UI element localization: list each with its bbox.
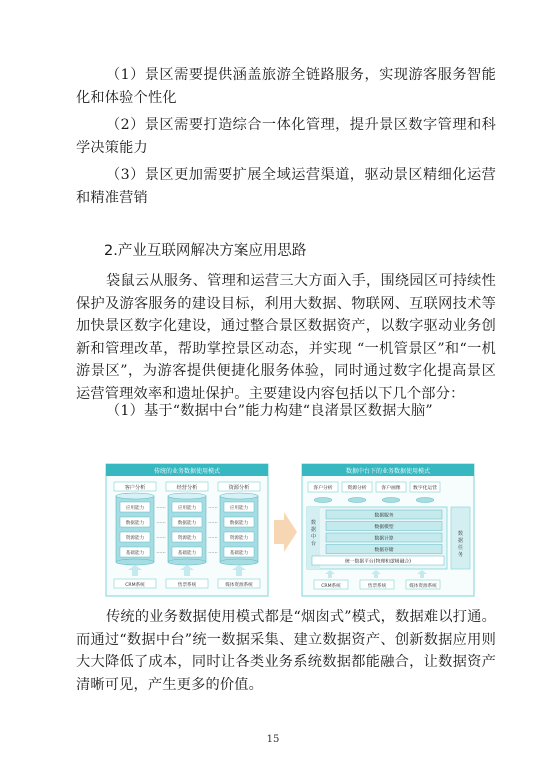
silo-layer-label: 应用能力 (125, 506, 145, 511)
middle-platform-model-title: 数据中台下的业务数据使用模式 (345, 468, 431, 475)
silo-header-label: 经营分析 (176, 485, 198, 491)
traditional-model-title: 传统的业务数据使用模式 (153, 468, 221, 475)
data-usage-model-diagram (104, 462, 476, 598)
silo-layer-label: 基础能力 (229, 551, 249, 556)
silo-layer-label: 数据能力 (177, 521, 197, 526)
silo-layer-label: 资源能力 (229, 536, 249, 541)
silo-layer-label: 数据能力 (125, 521, 145, 526)
silo-header-label: 资源分析 (228, 485, 250, 491)
app-scenario-label: 客户分析 (313, 486, 333, 491)
middle-platform-side-label: 数据中台 (310, 520, 317, 547)
body-paragraph: 袋鼠云从服务、管理和运营三大方面入手，围绕园区可持续性保护及游客服务的建设目标，利用大数据、物联网、互联网技术等加快景区数字化建设，通过整合景区数据资产，以数字驱动业务创新和管理改革，帮助掌控景区动态，并实现 “一机管景区”和“一机游景区”，为游客提供便捷化服务体验，同时通过数字化提高景区运营管理效率和遗址保护。主要建设内容包括以下几个部分： (76, 273, 496, 402)
app-cylinder-icon (416, 498, 434, 503)
sub-item-heading: （1）基于“数据中台”能力构建“良渚景区数据大脑” (106, 403, 433, 419)
silo-layer-label: 资源能力 (125, 536, 145, 541)
ellipsis-dots: ...... (208, 549, 218, 555)
source-system-label: CRM系统 (321, 584, 341, 589)
app-scenario-label: 客户画像 (381, 486, 401, 491)
ellipsis-dots: ...... (156, 504, 166, 510)
silo-layer-label: 基础能力 (125, 551, 145, 556)
source-system-label: 媒体资源系统 (225, 583, 253, 588)
closing-paragraph: 传统的业务数据使用模式都是“烟囱式”模式，数据难以打通。而通过“数据中台”统一数据采集、建立数据资产、创新数据应用则大大降低了成本，同时让各类业务系统数据都能融合，让数据资产清晰可见，产生更多的价值。 (76, 609, 496, 693)
silo-layer-label: 应用能力 (177, 506, 197, 511)
silo-layer-label: 应用能力 (229, 506, 249, 511)
silo-header-label: 客户分析 (124, 485, 146, 491)
ellipsis-dots: ...... (208, 534, 218, 540)
silo-layer-label: 基础能力 (177, 551, 197, 556)
platform-layer-label: 数据服务 (374, 513, 394, 519)
app-cylinder-icon (348, 498, 366, 503)
app-cylinder-icon (382, 498, 400, 503)
page-number: 15 (266, 734, 280, 745)
paragraph-requirement-3: （3）景区更加需要扩展全域运营渠道，驱动景区精细化运营和精准营销 (76, 167, 496, 206)
ellipsis-dots: ...... (208, 504, 218, 510)
source-system-label: 售票系统 (177, 583, 197, 588)
ellipsis-dots: ...... (208, 519, 218, 525)
source-system-label: CRM系统 (125, 583, 145, 588)
ellipsis-dots: ...... (156, 519, 166, 525)
section-heading: 2.产业互联网解决方案应用思路 (104, 243, 307, 259)
source-system-label: 媒体资源系统 (409, 584, 437, 589)
platform-layer-label: 数据存储 (374, 548, 394, 553)
app-cylinder-icon (314, 498, 332, 503)
app-scenario-label: 数字化运营 (413, 486, 437, 491)
platform-layer-label: 数据模型 (374, 525, 394, 530)
app-scenario-label: 资源分析 (347, 486, 367, 491)
source-system-label: 售票系统 (367, 584, 387, 589)
data-task-label: 数据任务 (457, 531, 464, 558)
platform-layer-label: 统一数据平台(物理和逻辑融合) (344, 559, 412, 565)
platform-layer-label: 数据计算 (374, 536, 394, 542)
transition-arrow-icon (274, 512, 297, 552)
silo-layer-label: 资源能力 (177, 536, 197, 541)
paragraph-requirement-1: （1）景区需要提供涵盖旅游全链路服务，实现游客服务智能化和体验个性化 (76, 67, 496, 106)
ellipsis-dots: ...... (156, 534, 166, 540)
silo-layer-label: 数据能力 (229, 521, 249, 526)
ellipsis-dots: ...... (156, 549, 166, 555)
paragraph-requirement-2: （2）景区需要打造综合一体化管理，提升景区数字管理和科学决策能力 (76, 117, 496, 156)
